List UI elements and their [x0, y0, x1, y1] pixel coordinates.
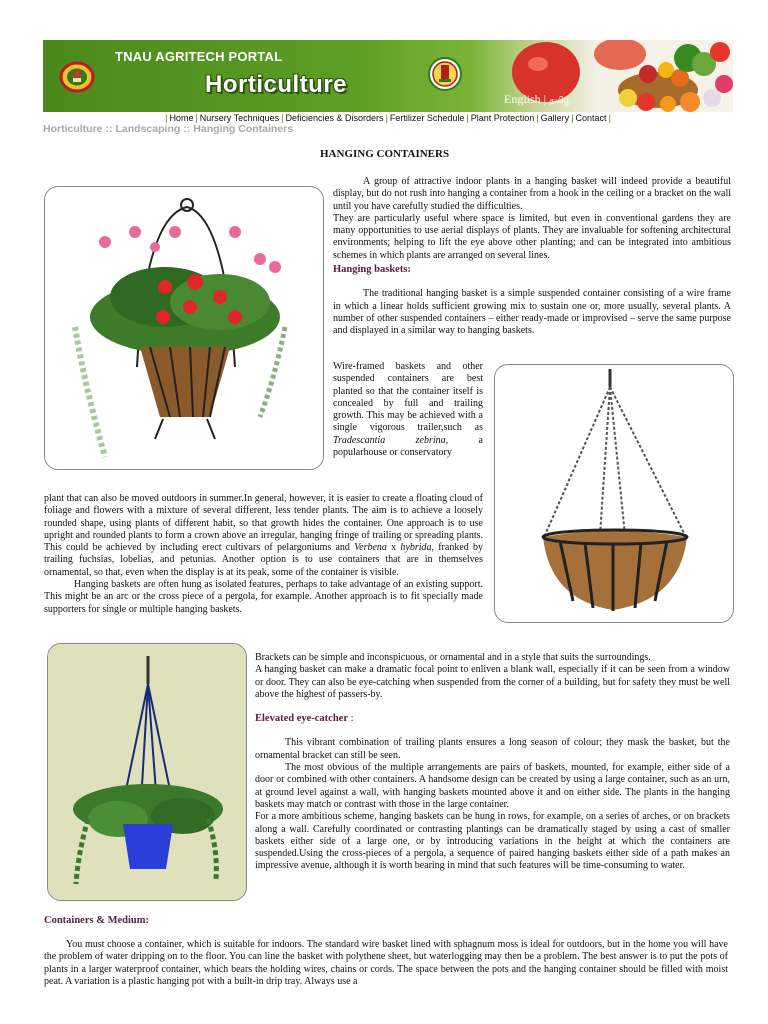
nav-home[interactable]: Home	[169, 113, 194, 123]
lang-tamil-link[interactable]: தமிழ்	[549, 95, 572, 105]
intro-paragraph-1: A group of attractive indoor plants in a hanging basket will indeed provide a beautiful display, but do not rush into hanging a container from a hook in the ceiling or a bracket on the wall until you have carefully studied the difficulties.	[333, 176, 731, 212]
elevated-paragraph-1: This vibrant combination of trailing plants ensures a long season of colour; they mask the basket, but the ornamental bracket can still be seen.	[255, 737, 730, 761]
header-banner	[43, 40, 733, 112]
brackets-section	[255, 652, 730, 873]
elevated-paragraph-3: For a more ambitious scheme, hanging baskets can be hung in rows, for example, on a series of arches, or on brackets along a wall. Carefully coordinated or contrasting plantings can be dramatically staged by using a cast of smaller baskets either side of a large one, or by introducing variations in the height at which the containers are suspended.Using the cross-pieces of a pergola, a sequence of paired hanging baskets either side of a path makes an impressive avenue, although it is worth bearing in mind that such features will be time-consuming to water.	[255, 811, 730, 872]
nav-deficiencies-disorders[interactable]: Deficiencies & Disorders	[285, 113, 384, 123]
elevated-eye-catcher-heading: Elevated eye-catcher :	[255, 713, 354, 725]
empty-basket-illustration	[495, 365, 733, 622]
breadcrumb-landscaping[interactable]: Landscaping	[115, 123, 181, 135]
tamilnadu-emblem-icon	[427, 56, 463, 92]
intro-section	[333, 176, 731, 338]
portal-title: TNAU AGRITECH PORTAL	[115, 49, 283, 64]
tnau-logo-icon	[57, 60, 97, 94]
main-nav: | Home | Nursery Techniques | Deficiencies & Disorders | Fertilizer Schedule | Plant Protection | Gallery | Contact |	[165, 113, 611, 123]
focal-point-paragraph: A hanging basket can make a dramatic focal point to enliven a blank wall, especially if it can be seen from a window or door. They can also be eye-catching when suspended from the corner of a building, but for safety they must be well above the highest of passers-by.	[255, 664, 730, 700]
nav-nursery-techniques[interactable]: Nursery Techniques	[199, 113, 280, 123]
nav-plant-protection[interactable]: Plant Protection	[470, 113, 535, 123]
page-title: HANGING CONTAINERS	[320, 148, 450, 160]
elevated-paragraph-2: The most obvious of the multiple arrangements are pairs of baskets, mounted, for example, either side of a door or combined with other containers. A handsome design can be created by using a large container, such as an urn, at ground level against a wall, with hanging baskets mounted above it and on either side. The plants in the hanging baskets may match or contrast with those in the large container.	[255, 762, 730, 810]
flowering-basket-image	[44, 186, 324, 470]
nav-contact[interactable]: Contact	[575, 113, 607, 123]
lang-english-link[interactable]: English	[504, 92, 541, 106]
blue-pot-illustration	[48, 644, 246, 900]
isolated-features-paragraph: Hanging baskets are often hung as isolated features, perhaps to take advantage of an existing support. This might be an arc or the cross piece of a pergola, for example. Another approach is to fit specially made supporters for single or multiple hanging baskets.	[44, 579, 483, 615]
brackets-paragraph: Brackets can be simple and inconspicuous, or ornamental and in a style that suits the surroundings.	[255, 652, 651, 663]
containers-medium-heading: Containers & Medium:	[44, 915, 149, 926]
blue-pot-hanging-image	[47, 643, 247, 901]
intro-paragraph-2: They are particularly useful where space is limited, but even in conventional gardens they are many opportunities to use aerial displays of plants. They are invaluable for softening architectural environments; helping to lift the eye above other planting; and can be integrated into ambitious schemes in which plants are arranged on several lines.	[333, 212, 731, 261]
hanging-baskets-heading: Hanging baskets:	[333, 264, 411, 276]
wire-continuation-paragraph: plant that can also be moved outdoors in summer.In general, however, it is easier to create a floating cloud of foliage and flowers with a mixture of several different, less tender plants. The aim is to achieve a loosely rounded shape, using plants of different habit, so that growth hides the container. One approach is to use upright and rounded plants to form a crown above an irregular, hanging fringe of trailing or spreading plants. This could be achieved by including erect cultivars of pelargoniums and Verbena x hybrida, franked by trailing fuchsias, lobelias, and petunias. Another option is to use containers that are in themselves ornamental, so that, even when the display is at its peak, some of the container is visible. Hanging baskets are often hung as isolated features, perhaps to take advantage of an existing support. This might be an arc or the cross piece of a pergola, for example. Another approach is to fit specially made supporters for single or multiple hanging baskets.	[44, 493, 483, 615]
nav-fertilizer-schedule[interactable]: Fertilizer Schedule	[389, 113, 465, 123]
containers-medium-paragraph: You must choose a container, which is suitable for indoors. The standard wire basket lined with sphagnum moss is ideal for outdoors, but in the home you will have the problem of water dripping on to the floor. You can line the basket with polythene sheet, but waterlogging may then be a problem. The best answer is to put the pots of plants in a larger waterproof container, which bears the holding wires, chains or cords. The space between the pots and the hanging container should be filled with moist peat. A variation is a plastic hanging pot with a built-in drip tray. Always use a	[44, 939, 728, 987]
nav-gallery[interactable]: Gallery	[540, 113, 570, 123]
breadcrumb-horticulture[interactable]: Horticulture	[43, 123, 103, 135]
empty-hanging-basket-image	[494, 364, 734, 623]
breadcrumb-hanging-containers: Hanging Containers	[193, 123, 294, 135]
breadcrumb: Horticulture :: Landscaping :: Hanging Containers	[43, 123, 294, 135]
hanging-baskets-paragraph: The traditional hanging basket is a simple suspended container consisting of a wire frame in which a linear holds sufficient growing mix to sustain one or, more usually, several plants. A number of other suspended containers – either ready-made or improvised – serve the same purpose and displayed in a similar way to hanging baskets.	[333, 288, 731, 337]
wire-framed-paragraph: Wire-framed baskets and other suspended containers are best planted so that the container itself is concealed by full and trailing growth. This may be achieved with a single vigorous trailer,such as Tradescantia zebrina, a popularhouse or conservatory	[333, 361, 483, 459]
lang-separator: |	[543, 92, 547, 106]
section-title: Horticulture	[205, 71, 348, 98]
language-switcher	[504, 92, 571, 107]
flowering-basket-illustration	[45, 187, 323, 469]
